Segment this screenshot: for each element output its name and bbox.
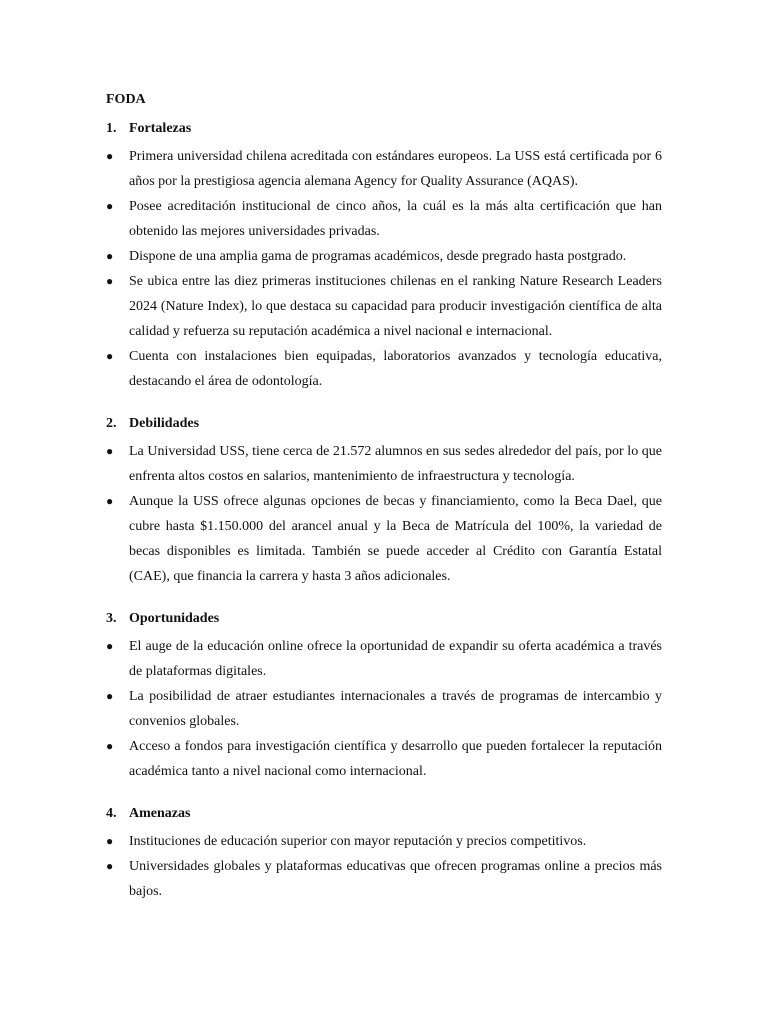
bullet-icon: ● xyxy=(106,199,114,213)
list-item-text: Instituciones de educación superior con mayor reputación y precios competitivos. xyxy=(129,834,587,849)
list-item xyxy=(106,439,662,489)
section-title: Debilidades xyxy=(129,416,200,431)
bullet-icon: ● xyxy=(106,639,114,653)
list-item-text: Cuenta con instalaciones bien equipadas, laboratorios avanzados y tecnología educativa, destacando el área de odontología. xyxy=(129,349,662,389)
section-fortalezas xyxy=(106,119,662,394)
document-body xyxy=(106,90,662,924)
list-item-text: El auge de la educación online ofrece la oportunidad de expandir su oferta académica a través de plataformas digitales. xyxy=(129,639,662,679)
bullet-icon: ● xyxy=(106,739,114,753)
section-title: Oportunidades xyxy=(129,611,220,626)
list-item xyxy=(106,344,662,394)
list-item xyxy=(106,684,662,734)
list-item-text: La Universidad USS, tiene cerca de 21.572 alumnos en sus sedes alrededor del país, por lo que enfrenta altos costos en salarios, mantenimiento de infraestructura y tecnología. xyxy=(129,444,662,484)
bullet-icon: ● xyxy=(106,149,114,163)
section-debilidades xyxy=(106,414,662,589)
list-item-text: La posibilidad de atraer estudiantes internacionales a través de programas de intercambio y convenios globales. xyxy=(129,689,662,729)
list-item xyxy=(106,269,662,344)
bullet-icon: ● xyxy=(106,834,114,848)
section-number: 2. xyxy=(106,416,117,431)
list-item xyxy=(106,634,662,684)
list-item-text: Aunque la USS ofrece algunas opciones de becas y financiamiento, como la Beca Dael, que cubre hasta $1.150.000 del arancel anual y la Beca de Matrícula del 100%, la variedad de becas disponibles es limitada. También se puede acceder al Crédito con Garantía Estatal (CAE), que financia la carrera y hasta 3 años adicionales. xyxy=(129,494,662,584)
list-item-text: Universidades globales y plataformas educativas que ofrecen programas online a precios más bajos. xyxy=(129,859,662,899)
bullet-icon: ● xyxy=(106,249,114,263)
section-amenazas xyxy=(106,804,662,904)
section-heading xyxy=(106,804,662,824)
bullet-list xyxy=(106,634,662,784)
list-item-text: Dispone de una amplia gama de programas académicos, desde pregrado hasta postgrado. xyxy=(129,249,627,264)
list-item xyxy=(106,489,662,589)
bullet-list xyxy=(106,144,662,394)
list-item xyxy=(106,734,662,784)
section-number: 4. xyxy=(106,806,117,821)
list-item-text: Acceso a fondos para investigación científica y desarrollo que pueden fortalecer la reputación académica tanto a nivel nacional como internacional. xyxy=(129,739,662,779)
section-heading xyxy=(106,414,662,434)
section-heading xyxy=(106,609,662,629)
bullet-icon: ● xyxy=(106,349,114,363)
list-item-text: Se ubica entre las diez primeras instituciones chilenas en el ranking Nature Research Leaders 2024 (Nature Index), lo que destaca su capacidad para producir investigación científica de alta calidad y refuerza su reputación académica a nivel nacional e internacional. xyxy=(129,274,662,339)
bullet-icon: ● xyxy=(106,859,114,873)
list-item xyxy=(106,194,662,244)
section-number: 3. xyxy=(106,611,117,626)
list-item xyxy=(106,854,662,904)
list-item xyxy=(106,144,662,194)
list-item-text: Posee acreditación institucional de cinco años, la cuál es la más alta certificación que han obtenido las mejores universidades privadas. xyxy=(129,199,662,239)
bullet-icon: ● xyxy=(106,494,114,508)
document-title: FODA xyxy=(106,92,146,107)
bullet-icon: ● xyxy=(106,274,114,288)
bullet-list xyxy=(106,829,662,904)
bullet-icon: ● xyxy=(106,689,114,703)
bullet-list xyxy=(106,439,662,589)
bullet-icon: ● xyxy=(106,444,114,458)
list-item xyxy=(106,244,662,269)
list-item-text: Primera universidad chilena acreditada con estándares europeos. La USS está certificada por 6 años por la prestigiosa agencia alemana Agency for Quality Assurance (AQAS). xyxy=(129,149,662,189)
section-title: Fortalezas xyxy=(129,121,192,136)
section-number: 1. xyxy=(106,121,117,136)
section-oportunidades xyxy=(106,609,662,784)
section-title: Amenazas xyxy=(129,806,191,821)
section-heading xyxy=(106,119,662,139)
list-item xyxy=(106,829,662,854)
